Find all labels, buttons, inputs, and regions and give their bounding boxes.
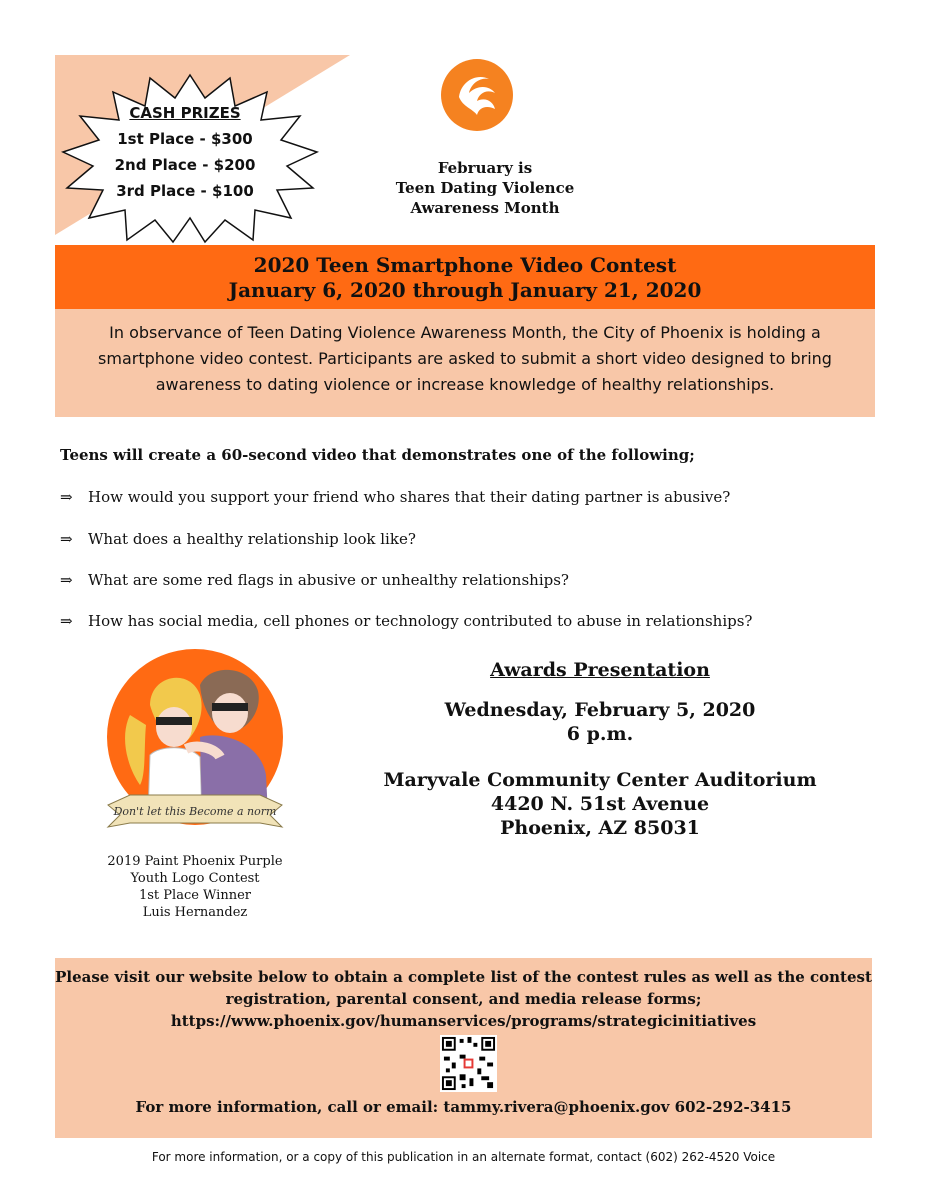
question-item [60,488,880,506]
question-item [60,530,880,548]
caption-line: Luis Hernandez [142,905,248,920]
arrow-icon: ⇒ [60,530,73,548]
contest-banner [55,245,875,309]
info-line1: Please visit our website below to obtain a complete list of the contest rules as well as the contest [55,968,872,986]
prize-second: 2nd Place - $200 [114,156,256,174]
contest-dates: January 6, 2020 through January 21, 2020 [228,278,702,302]
question-item [60,571,880,589]
question-text: What does a healthy relationship look like? [88,530,416,548]
question-text: How has social media, cell phones or technology contributed to abuse in relationships? [88,612,753,630]
awareness-line3: Awareness Month [410,199,560,217]
info-line2: registration, parental consent, and media release forms; [225,990,702,1008]
question-text: How would you support your friend who shares that their dating partner is abusive? [88,488,731,506]
awareness-month [365,158,605,218]
caption-line: Youth Logo Contest [130,871,260,886]
contest-title: 2020 Teen Smartphone Video Contest [253,253,677,277]
youth-logo-artwork [90,645,300,845]
question-text: What are some red flags in abusive or unhealthy relationships? [88,571,569,589]
caption-line: 1st Place Winner [138,888,251,903]
awareness-line2: Teen Dating Violence [395,179,575,197]
footer-note: For more information, or a copy of this publication in an alternate format, contact (602) 262-4520 Voice [151,1150,776,1164]
cash-prizes-title: CASH PRIZES [129,104,241,122]
cash-prizes-block [100,100,270,204]
info-text [55,966,872,1032]
artwork-caption [90,853,300,921]
awards-time: 6 p.m. [566,723,634,745]
prize-first: 1st Place - $300 [117,130,253,148]
awards-venue: Maryvale Community Center Auditorium [383,769,817,791]
awareness-line1: February is [437,159,533,177]
arrow-icon: ⇒ [60,488,73,506]
caption-line: 2019 Paint Phoenix Purple [107,854,283,869]
phoenix-logo-icon [437,55,517,135]
teens-heading: Teens will create a 60-second video that demonstrates one of the following; [60,446,695,464]
awards-city: Phoenix, AZ 85031 [500,817,700,839]
qr-code-icon[interactable] [440,1035,497,1092]
prize-third: 3rd Place - $100 [116,182,254,200]
question-item [60,612,880,630]
website-link[interactable]: https://www.phoenix.gov/humanservices/programs/strategicinitiatives [170,1012,757,1030]
awards-block [380,658,820,840]
ribbon-text: Don't let this Become a norm [113,805,277,818]
awards-street: 4420 N. 51st Avenue [490,793,710,815]
arrow-icon: ⇒ [60,612,73,630]
arrow-icon: ⇒ [60,571,73,589]
awards-title: Awards Presentation [490,659,710,681]
contact-line: For more information, call or email: tammy.rivera@phoenix.gov 602-292-3415 [135,1098,792,1116]
intro-paragraph: In observance of Teen Dating Violence Awareness Month, the City of Phoenix is holding a smartphone video contest. Participants are asked to submit a short video designed to bring awareness to dating violence or increase knowledge of healthy relationships. [55,309,875,417]
awards-date: Wednesday, February 5, 2020 [444,699,756,721]
